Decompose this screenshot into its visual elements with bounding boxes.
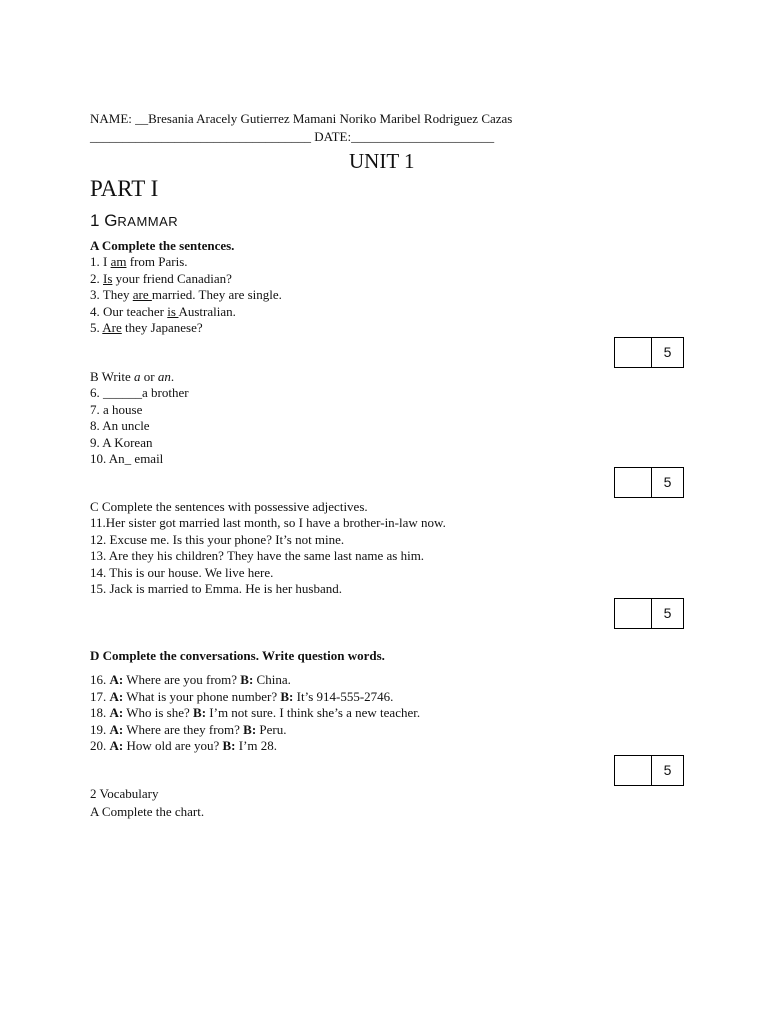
list-item: 12. Excuse me. Is this your phone? It’s not mine. [90,531,345,547]
section-c-title: C Complete the sentences with possessive adjectives. [90,499,368,514]
vocabulary-instruction: A Complete the chart. [90,804,205,819]
section-a-list [90,254,282,337]
list-item: 5. Are they Japanese? [90,320,203,335]
score-points: 5 [663,762,672,779]
list-item: 17. A: What is your phone number? B: It’s 914-555-2746. [90,688,394,704]
answer: are [132,287,152,302]
list-item: 14. This is our house. We live here. [90,564,274,580]
section-b-title: B Write a or an. [90,369,175,384]
list-item: 11.Her sister got married last month, so I have a brother-in-law now. [90,515,446,530]
list-item: 16. A: Where are you from? B: China. [90,672,291,687]
name-line: NAME: __Bresania Aracely Gutierrez Mamani Noriko Maribel Rodriguez Cazas [90,111,513,126]
answer: Are [102,320,122,335]
vocabulary-heading: 2 Vocabulary [90,786,159,801]
answer: is [167,303,179,319]
score-points: 5 [663,344,672,361]
grammar-rest: RAMMAR [117,214,179,229]
list-item: 1. I am from Paris. [90,254,188,269]
list-item: 19. A: Where are they from? B: Peru. [90,721,287,737]
list-item: 9. A Korean [90,434,153,450]
part-title: PART I [90,176,159,201]
list-item: 13. Are they his children? They have the same last name as him. [90,548,425,563]
list-item: 10. An_ email [90,451,164,466]
answer: Is [103,270,113,286]
section-d-title: D Complete the conversations. Write question words. [90,648,385,663]
grammar-number: 1 [90,211,105,230]
score-box-c [614,598,684,629]
list-item: 3. They are married. They are single. [90,287,282,302]
section-b-list [90,385,189,468]
section-c-list [90,515,446,598]
score-box-d [614,755,684,786]
list-item: 4. Our teacher is Australian. [90,303,236,319]
score-points: 5 [663,605,672,622]
list-item: 6. ______a brother [90,385,189,400]
score-blank[interactable] [615,338,652,367]
score-blank[interactable] [615,468,652,497]
list-item: 8. An uncle [90,418,150,433]
unit-title: UNIT 1 [349,149,415,173]
list-item: 15. Jack is married to Emma. He is her husband. [90,581,342,596]
score-box-a [614,337,684,368]
section-a-title: A Complete the sentences. [90,238,235,253]
section-d-list [90,672,420,755]
grammar-initial: G [104,211,118,230]
list-item: 18. A: Who is she? B: I’m not sure. I think she’s a new teacher. [90,705,421,720]
list-item: 20. A: How old are you? B: I’m 28. [90,738,278,753]
score-blank[interactable] [615,756,652,785]
answer: am [110,254,127,269]
score-box-b [614,467,684,498]
score-blank[interactable] [615,599,652,628]
date-line: __________________________________ DATE:______________________ [90,129,495,144]
score-points: 5 [663,474,672,491]
grammar-heading [90,212,178,231]
list-item: 2. Is your friend Canadian? [90,270,232,286]
list-item: 7. a house [90,401,143,417]
